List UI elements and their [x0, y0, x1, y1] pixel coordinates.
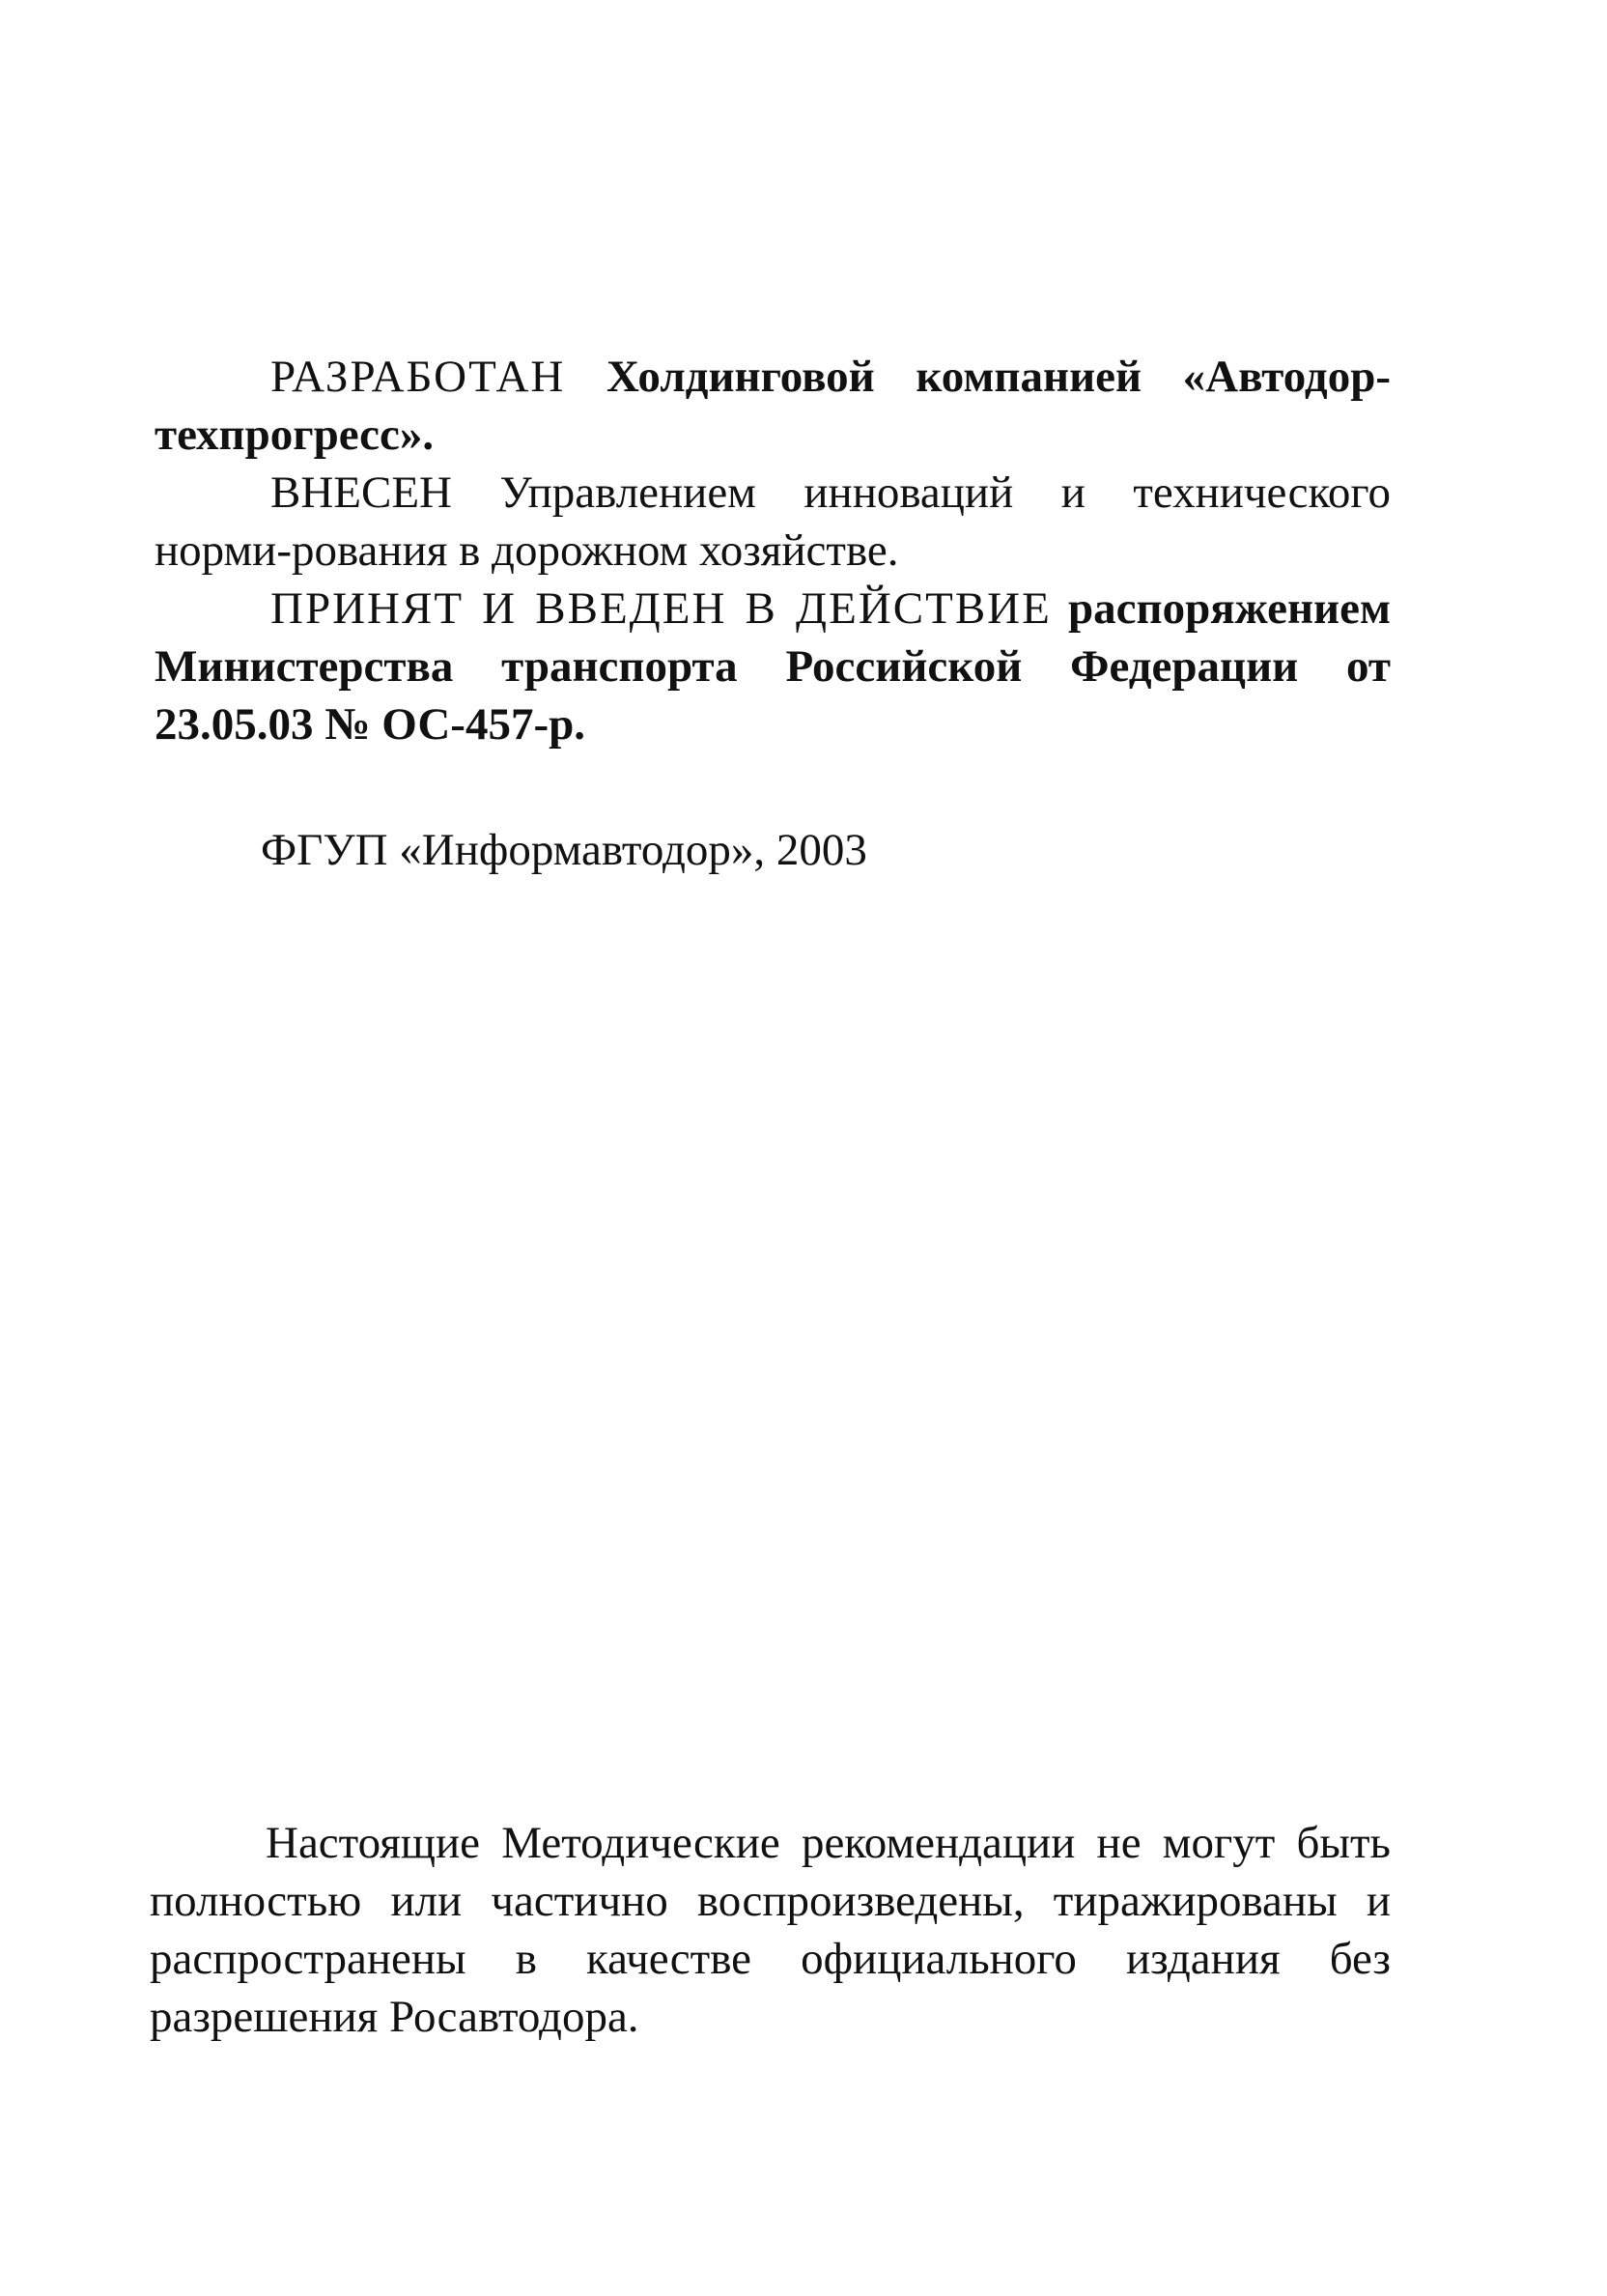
publisher-text: ФГУП «Информавтодор», 2003: [261, 825, 867, 875]
developer-org-word: компанией: [916, 352, 1142, 402]
publisher-line: [261, 821, 1130, 879]
developer-org-name: «Автодор-техпрогресс».: [155, 352, 1391, 460]
notice-text: Настоящие Методические рекомендации не могут быть полностью или частично воспроизведены, тиражированы и распространены в качестве официального издания без разрешения Росавтодора.: [150, 1818, 1391, 2042]
adopted-text: распоряжением Министерства транспорта Российской Федерации от 23.05.03 № ОС-457-р.: [155, 583, 1391, 750]
developed-paragraph: [155, 348, 1391, 464]
submitted-paragraph: [155, 464, 1391, 580]
credits-section: [155, 348, 1391, 753]
submitted-text: Управлением инноваций и технического норми-рования в дорожном хозяйстве.: [155, 468, 1391, 576]
copyright-notice: [150, 1814, 1391, 2046]
adopted-label: ПРИНЯТ И ВВЕДЕН В ДЕЙСТВИЕ: [270, 583, 1052, 634]
submitted-label: ВНЕСЕН: [270, 468, 452, 518]
adopted-paragraph: [155, 580, 1391, 753]
developed-label: РАЗРАБОТАН: [270, 352, 566, 402]
developer-org-prefix: Холдинговой: [606, 352, 875, 402]
notice-paragraph: [150, 1814, 1391, 2046]
